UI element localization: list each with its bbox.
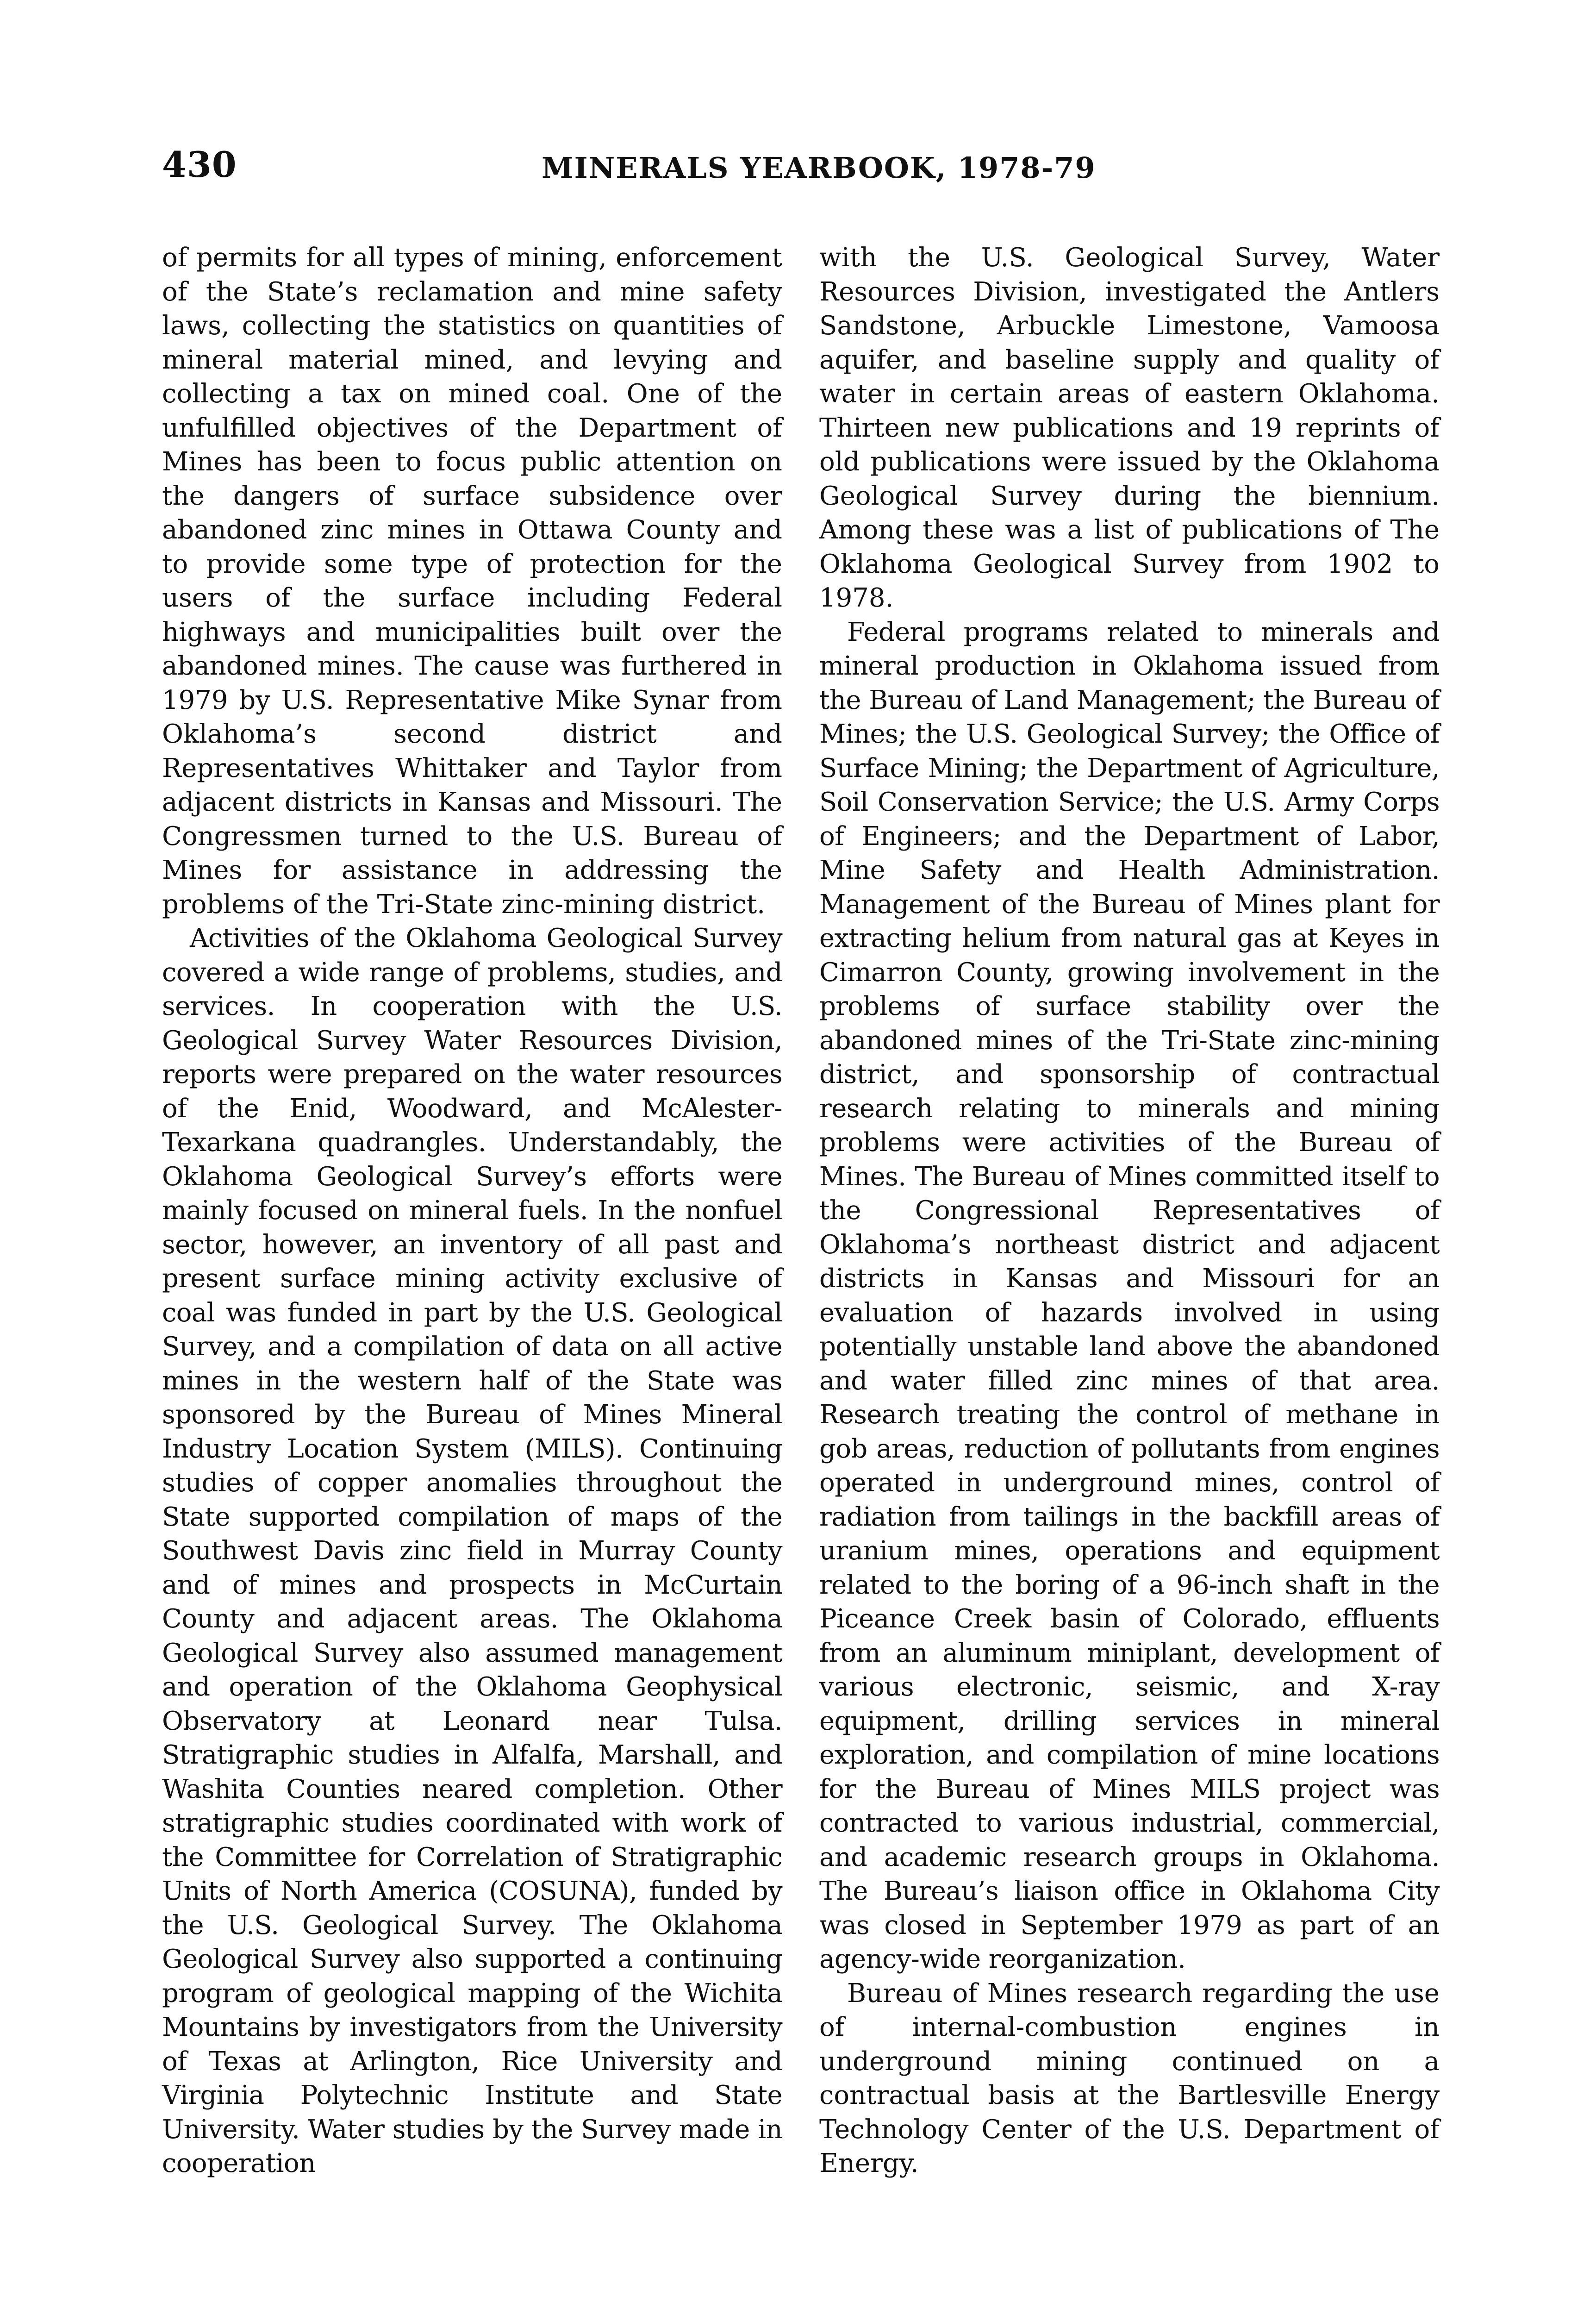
left-column	[162, 241, 782, 2181]
page-number: 430	[162, 144, 237, 185]
running-head: MINERALS YEARBOOK, 1978-79	[542, 151, 1096, 185]
paragraph: of permits for all types of mining, enforcement of the State’s reclamation and mine safety laws, collecting the statistics on quantities of mineral material mined, and levying and collecting a tax on mined coal. One of the unfulfilled objectives of the Department of Mines has been to focus public attention on the dangers of surface subsidence over abandoned zinc mines in Ottawa County and to provide some type of protection for the users of the surface including Federal highways and municipalities built over the abandoned mines. The cause was furthered in 1979 by U.S. Representative Mike Synar from Oklahoma’s second district and Representatives Whittaker and Taylor from adjacent districts in Kansas and Missouri. The Congressmen turned to the U.S. Bureau of Mines for assistance in addressing the problems of the Tri-State zinc-mining district.	[162, 243, 782, 920]
paragraph: with the U.S. Geological Survey, Water Resources Division, investigated the Antlers Sandstone, Arbuckle Limestone, Vamoosa aquifer, and baseline supply and quality of water in certain areas of eastern Oklahoma. Thirteen new publications and 19 reprints of old publications were issued by the Oklahoma Geological Survey during the biennium. Among these was a list of publications of The Oklahoma Geological Survey from 1902 to 1978.	[819, 243, 1440, 613]
paragraph: Federal programs related to minerals and mineral production in Oklahoma issued from the Bureau of Land Management; the Bureau of Mines; the U.S. Geological Survey; the Office of Surface Mining; the Department of Agriculture, Soil Conservation Service; the U.S. Army Corps of Engineers; and the Department of Labor, Mine Safety and Health Administration. Management of the Bureau of Mines plant for extracting helium from natural gas at Keyes in Cimarron County, growing involvement in the problems of surface stability over the abandoned mines of the Tri-State zinc-mining district, and sponsorship of contractual research relating to minerals and mining problems were activities of the Bureau of Mines. The Bureau of Mines committed itself to the Congressional Representatives of Oklahoma’s northeast district and adjacent districts in Kansas and Missouri for an evaluation of hazards involved in using potentially unstable land above the abandoned and water filled zinc mines of that area. Research treating the control of methane in gob areas, reduction of pollutants from engines operated in underground mines, control of radiation from tailings in the backfill areas of uranium mines, operations and equipment related to the boring of a 96-inch shaft in the Piceance Creek basin of Colorado, effluents from an aluminum miniplant, development of various electronic, seismic, and X-ray equipment, drilling services in mineral exploration, and compilation of mine locations for the Bureau of Mines MILS project was contracted to various industrial, commercial, and academic research groups in Oklahoma. The Bureau’s liaison office in Oklahoma City was closed in September 1979 as part of an agency-wide reorganization.	[819, 617, 1440, 1974]
paragraph: Bureau of Mines research regarding the use of internal-combustion engines in underground mining continued on a contractual basis at the Bartlesville Energy Technology Center of the U.S. Department of Energy.	[819, 1978, 1440, 2178]
right-column	[819, 241, 1440, 2181]
paragraph: Activities of the Oklahoma Geological Survey covered a wide range of problems, studies, and services. In cooperation with the U.S. Geological Survey Water Resources Division, reports were prepared on the water resources of the Enid, Woodward, and McAlester-Texarkana quadrangles. Understandably, the Oklahoma Geological Survey’s efforts were mainly focused on mineral fuels. In the nonfuel sector, however, an inventory of all past and present surface mining activity exclusive of coal was funded in part by the U.S. Geological Survey, and a compilation of data on all active mines in the western half of the State was sponsored by the Bureau of Mines Mineral Industry Location System (MILS). Continuing studies of copper anomalies throughout the State supported compilation of maps of the Southwest Davis zinc field in Murray County and of mines and prospects in McCurtain County and adjacent areas. The Oklahoma Geological Survey also assumed management and operation of the Oklahoma Geophysical Observatory at Leonard near Tulsa. Stratigraphic studies in Alfalfa, Marshall, and Washita Counties neared completion. Other stratigraphic studies coordinated with work of the Committee for Correlation of Stratigraphic Units of North America (COSUNA), funded by the U.S. Geological Survey. The Oklahoma Geological Survey also supported a continuing program of geological mapping of the Wichita Mountains by investigators from the University of Texas at Arlington, Rice University and Virginia Polytechnic Institute and State University. Water studies by the Survey made in cooperation	[162, 923, 782, 2178]
